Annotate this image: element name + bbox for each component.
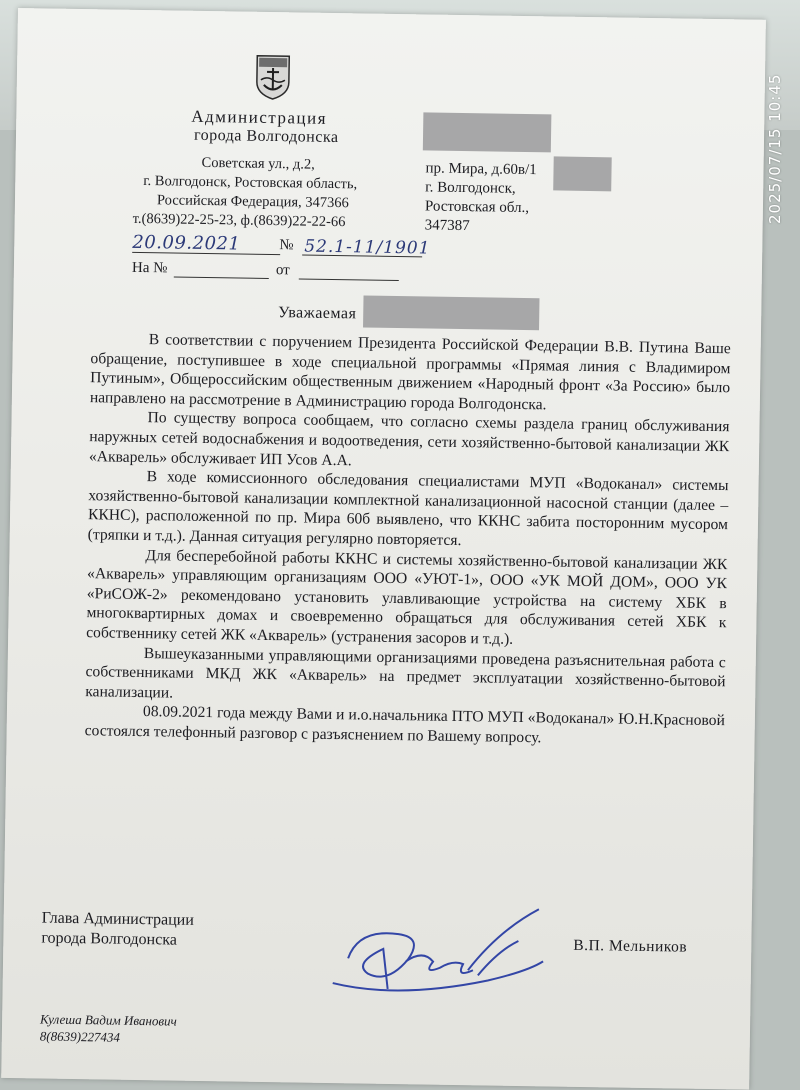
sender-address-line-1: Советская ул., д.2, bbox=[201, 154, 315, 173]
sender-address-line-3: Российская Федерация, 347366 bbox=[156, 192, 349, 212]
number-label: № bbox=[279, 237, 294, 254]
body-paragraph-1: В соответствии с поручением Президента Российской Федерации В.В. Путина Ваше обращение, поступившее в ходе специальной программы «Прямая линия с Владимиром Путиным», Общероссийским общественным движением «Народный фронт «За Россию» было направлено на рассмотрение в Администрацию города Волгодонска. bbox=[89, 331, 731, 414]
body-paragraph-6: 08.09.2021 года между Вами и и.о.начальника ПТО МУП «Водоканал» Ю.Н.Красновой состоялся телефонный разговор с разъяснением по Вашему вопросу. bbox=[84, 703, 726, 747]
body-paragraph-4: Для бесперебойной работы ККНС и системы хозяйственно-бытовой канализации ЖК «Акварель» управляющим организациям ООО «УЮТ-1», ООО «УК МОЙ ДОМ», ООО УК «РиСОЖ-2» рекомендовано установить улавливающие устройства на систему ХБК в многоквартирных домах и своевременно обращаться для обслуживания сетей ХБК к собственнику сетей ЖК «Акварель» (устранения засоров и т.д.). bbox=[86, 546, 728, 648]
in-reply-number-line bbox=[174, 276, 269, 278]
date-underline bbox=[132, 252, 280, 255]
sender-address-line-4: т.(8639)22-25-23, ф.(8639)22-22-66 bbox=[132, 210, 346, 231]
greeting: Уважаемая bbox=[278, 304, 357, 323]
signatory-title-line-1: Глава Администрации bbox=[41, 909, 194, 929]
in-reply-date-line bbox=[299, 278, 399, 281]
outgoing-number-handwritten: 52.1-11/1901 bbox=[304, 236, 431, 259]
recipient-address-line-1: пр. Мира, д.60в/1 bbox=[425, 160, 537, 179]
body-paragraph-2: По существу вопроса сообщаем, что согласно схемы раздела границ обслуживания наружных сетей водоснабжения и водоотведения, сети хозяйственно-бытовой канализации ЖК «Акварель» обслуживает ИП Усов А.А. bbox=[88, 409, 730, 469]
executor-name: Кулеша Вадим Иванович bbox=[40, 1011, 177, 1029]
body-paragraph-5: Вышеуказанными управляющими организациями проведена разъяснительная работа с собственниками МКД ЖК «Акварель» на предмет эксплуатации хозяйственно-бытовой канализации. bbox=[85, 644, 726, 702]
outgoing-date-handwritten: 20.09.2021 bbox=[132, 231, 241, 255]
sender-address-line-2: г. Волгодонск, Ростовская область, bbox=[143, 172, 358, 193]
org-title: Администрация bbox=[191, 106, 328, 128]
in-reply-number-label: На № bbox=[131, 259, 168, 277]
body-paragraph-3: В ходе комиссионного обследования специалистами МУП «Водоканал» системы хозяйственно-бытовой канализации комплектной канализационной насосной станции (далее – ККНС), расположенной по пр. Мира 60б выявлено, что ККНС забита посторонним мусором (тряпки и т.д.). Данная ситуация регулярно повторяется. bbox=[87, 468, 729, 549]
signatory-name: В.П. Мельников bbox=[573, 936, 688, 956]
recipient-address-line-2: г. Волгодонск, bbox=[425, 179, 516, 197]
city-emblem-icon bbox=[255, 54, 292, 101]
recipient-address-line-4: 347387 bbox=[424, 217, 470, 235]
redaction-recipient-name bbox=[423, 112, 552, 152]
signatory-title bbox=[41, 908, 262, 951]
redaction-greeting-name bbox=[363, 295, 539, 330]
handwritten-signature-icon bbox=[327, 888, 559, 1012]
in-reply-date-label: от bbox=[275, 262, 290, 279]
executor-phone: 8(8639)227434 bbox=[39, 1028, 121, 1045]
signatory-title-line-2: города Волгодонска bbox=[41, 929, 178, 949]
letter-body bbox=[85, 329, 731, 750]
executor-info bbox=[40, 1010, 261, 1047]
photo-timestamp: 2025/07/15 10:45 bbox=[766, 73, 784, 224]
letter-page bbox=[1, 8, 766, 1090]
redaction-recipient-apartment bbox=[553, 156, 612, 191]
org-subtitle: города Волгодонска bbox=[193, 126, 339, 147]
recipient-address-line-3: Ростовская обл., bbox=[424, 198, 530, 217]
